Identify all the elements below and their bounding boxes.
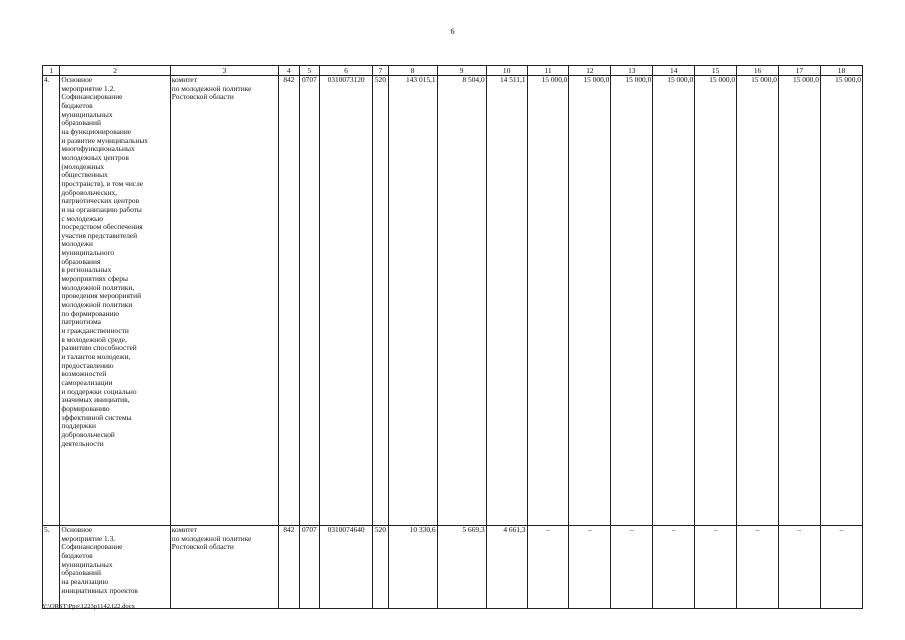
event-line: мероприятие 1.3.	[61, 533, 116, 543]
event-line: мероприятие 1.2.	[61, 83, 116, 93]
row-number: 5.	[43, 526, 60, 609]
event-line: проведения мероприятий	[61, 291, 142, 301]
col-header: 15	[695, 66, 737, 76]
event-line: молодежных центров	[61, 152, 129, 162]
rzpr-cell: 0707	[299, 76, 319, 526]
event-line: патриотизма	[61, 317, 101, 327]
event-line: образований	[61, 118, 101, 128]
col-header: 17	[778, 66, 820, 76]
csr-cell: 0310073120	[320, 76, 373, 526]
event-line: по формированию	[61, 308, 120, 318]
page-number: 6	[450, 27, 455, 36]
col-header: 10	[486, 66, 527, 76]
year-amount-cell: –	[778, 526, 820, 609]
year-amount-cell: –	[737, 526, 779, 609]
executor-line: Ростовской области	[171, 542, 234, 552]
event-line: общественных	[61, 170, 108, 180]
event-line: в региональных	[61, 265, 112, 275]
event-line: и развитие муниципальных	[61, 135, 148, 145]
year-amount-cell: 15 000,0	[527, 76, 569, 526]
row-number: 4.	[43, 76, 60, 526]
event-line: бюджетов	[61, 100, 93, 110]
year-amount-cell: 15 000,0	[611, 76, 653, 526]
year-amount-cell: 8 504,0	[437, 76, 486, 526]
col-header: 9	[437, 66, 486, 76]
col-header: 2	[60, 66, 170, 76]
col-header: 7	[373, 66, 388, 76]
event-line: деятельности	[61, 438, 104, 448]
table-row	[43, 526, 863, 609]
year-amount-cell: 5 669,3	[437, 526, 486, 609]
event-line: возможностей	[61, 369, 107, 379]
event-line: муниципальных	[61, 109, 113, 119]
event-line: Основное	[61, 525, 93, 534]
document-file-path: Y:\ORST\Ppo\1223p1142.f22.docx	[42, 603, 135, 610]
col-header: 18	[820, 66, 862, 76]
event-line: с молодежью	[61, 213, 103, 223]
year-amount-cell: –	[820, 526, 862, 609]
event-line: пространств), в том числе	[61, 178, 144, 188]
event-line: патриотических центров	[61, 196, 140, 206]
year-amount-cell: –	[695, 526, 737, 609]
event-line: участия представителей	[61, 230, 138, 240]
year-amount-cell: 15 000,0	[695, 76, 737, 526]
event-line: на реализацию	[61, 576, 109, 586]
event-line: Софинансирование	[61, 542, 123, 552]
year-amount-cell: 15 000,0	[737, 76, 779, 526]
col-header: 14	[653, 66, 695, 76]
year-amount-cell: 15 000,0	[569, 76, 611, 526]
total-cell: 10 330,6	[388, 526, 437, 609]
executor-line: Ростовской области	[171, 92, 234, 102]
executor-line: комитет	[171, 525, 197, 534]
total-cell: 143 015,1	[388, 76, 437, 526]
budget-table	[42, 65, 863, 609]
col-header: 13	[611, 66, 653, 76]
year-amount-cell: –	[611, 526, 653, 609]
event-line: и талантов молодежи,	[61, 352, 131, 361]
event-line: эффективной системы	[61, 412, 132, 422]
event-line: молодежной политики,	[61, 282, 135, 292]
event-line: значимых инициатив,	[61, 395, 130, 405]
event-line: на функционирование	[61, 126, 132, 136]
executor-line: по молодежной политике	[171, 533, 252, 543]
event-line: в молодежной среде,	[61, 334, 127, 344]
executor-cell	[170, 526, 278, 609]
grbs-cell: 842	[279, 76, 299, 526]
event-line: молодежи	[61, 239, 93, 249]
event-line: и на организацию работы	[61, 204, 142, 214]
event-line: инициативных проектов	[61, 585, 138, 595]
event-line: посредством обеспечения	[61, 222, 143, 232]
col-header: 4	[279, 66, 299, 76]
header-row	[43, 66, 863, 76]
event-line: самореализации	[61, 377, 113, 387]
year-amount-cell: –	[569, 526, 611, 609]
table-row	[43, 76, 863, 526]
year-amount-cell: 15 000,0	[778, 76, 820, 526]
event-line: мероприятиях сферы	[61, 274, 128, 284]
event-line: развитию способностей	[61, 343, 137, 353]
event-line: и поддержки социально	[61, 386, 137, 396]
event-line: образования	[61, 256, 101, 266]
year-amount-cell: 15 000,0	[820, 76, 862, 526]
col-header: 8	[388, 66, 437, 76]
event-line: муниципального	[61, 248, 115, 258]
col-header: 3	[170, 66, 278, 76]
event-line: Основное	[61, 75, 93, 84]
event-name-cell	[60, 526, 170, 609]
event-line: Софинансирование	[61, 92, 123, 102]
event-line: муниципальных	[61, 559, 113, 569]
event-line: образований	[61, 568, 101, 578]
event-line: поддержки	[61, 421, 96, 431]
col-header: 5	[299, 66, 319, 76]
col-header: 16	[737, 66, 779, 76]
col-header: 11	[527, 66, 569, 76]
grbs-cell: 842	[279, 526, 299, 609]
year-amount-cell: 15 000,0	[653, 76, 695, 526]
year-amount-cell: 4 661,3	[486, 526, 527, 609]
event-line: добровольческой	[61, 429, 115, 439]
col-header: 6	[320, 66, 373, 76]
year-amount-cell: 14 511,1	[486, 76, 527, 526]
event-line: формированию	[61, 403, 110, 413]
event-name-cell	[60, 76, 170, 526]
event-line: и гражданственности	[61, 326, 129, 336]
event-line: молодежной политики	[61, 300, 133, 310]
executor-line: по молодежной политике	[171, 83, 252, 93]
col-header: 1	[43, 66, 60, 76]
year-amount-cell: –	[653, 526, 695, 609]
executor-line: комитет	[171, 75, 197, 84]
rzpr-cell: 0707	[299, 526, 319, 609]
year-amount-cell: –	[527, 526, 569, 609]
event-line: многофункциональных	[61, 144, 135, 154]
event-line: (молодежных	[61, 161, 105, 171]
event-line: бюджетов	[61, 550, 93, 560]
csr-cell: 0310074640	[320, 526, 373, 609]
col-header: 12	[569, 66, 611, 76]
executor-cell	[170, 76, 278, 526]
vr-cell: 520	[373, 526, 388, 609]
vr-cell: 520	[373, 76, 388, 526]
event-line: предоставлению	[61, 360, 114, 370]
event-line: добровольческих,	[61, 187, 118, 197]
